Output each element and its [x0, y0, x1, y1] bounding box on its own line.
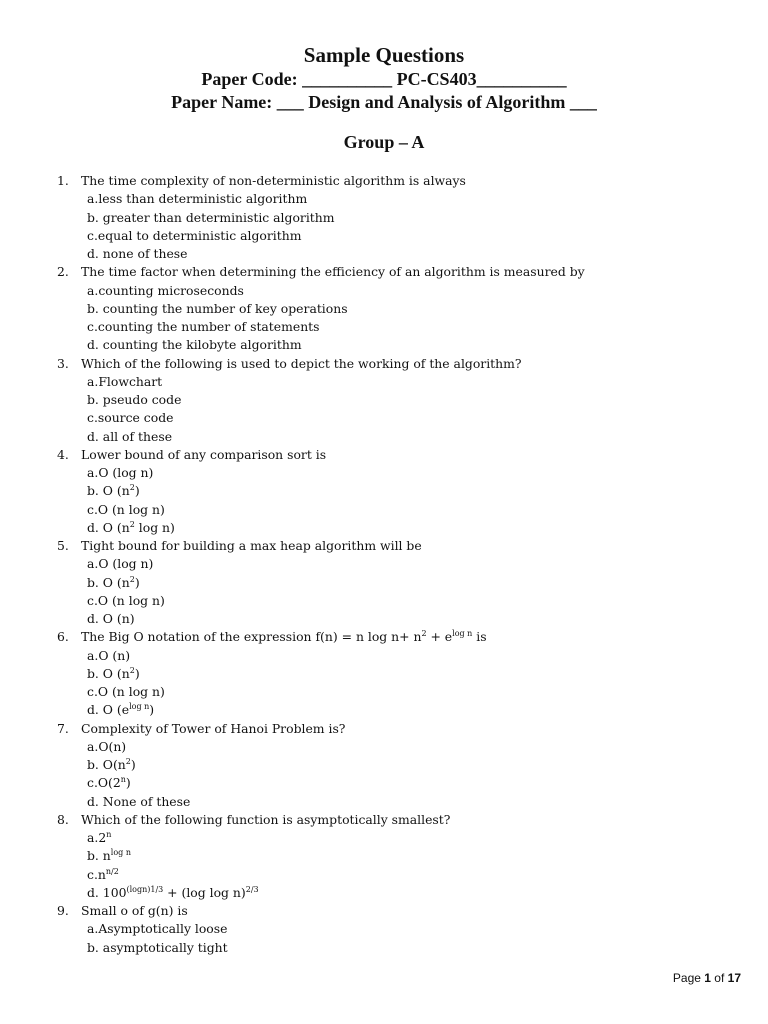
option-c: c.source code [87, 410, 174, 426]
question-5 [0, 537, 768, 555]
question-text: Which of the following is used to depict the working of the algorithm? [81, 355, 522, 371]
option-d: d. all of these [87, 428, 173, 444]
question-text: The time factor when determining the efficiency of an algorithm is measured by [81, 264, 585, 280]
question-number: 1. [57, 173, 69, 188]
option-d: d. O (n) [87, 611, 135, 626]
question-number: 4. [57, 446, 69, 462]
document-header [0, 42, 768, 114]
question-number: 6. [57, 629, 69, 645]
question-text: Which of the following function is asymptotically smallest? [81, 811, 451, 827]
question-list [0, 172, 768, 957]
option-d: d. O ($n^2$ log n) [87, 519, 175, 535]
option-b: b. greater than deterministic algorithm [87, 209, 335, 225]
option-b: b. $O(n^2)$ [87, 756, 136, 772]
option-c: c.O (n log n) [87, 684, 165, 699]
option-b: b. asymptotically tight [87, 939, 228, 955]
option-c: c.O (n log n) [87, 501, 165, 517]
question-text: Small o of g(n) is [81, 903, 188, 918]
option-b: b. O $(n^2)$ [87, 665, 140, 681]
question-text: Tight bound for building a max heap algorithm will be [81, 538, 422, 553]
of-label: of [710, 971, 728, 985]
question-text: The time complexity of non-deterministic algorithm is always [81, 173, 466, 188]
page-number: 1 [704, 971, 711, 985]
option-c: c.O(2$^n$) [87, 775, 131, 791]
question-text: Lower bound of any comparison sort is [81, 446, 327, 462]
paper-name: Paper Name: ___ Design and Analysis of Algorithm ___ [171, 92, 597, 112]
option-a: a.2$^n$ [87, 829, 112, 845]
question-number: 9. [57, 903, 69, 918]
question-text: Complexity of Tower of Hanoi Problem is? [81, 720, 346, 736]
question-number: 2. [57, 264, 69, 280]
group-heading: Group – A [343, 132, 425, 152]
page-label: Page [672, 971, 705, 985]
question-2 [0, 263, 768, 281]
paper-code: Paper Code: __________ PC-CS403__________ [201, 69, 567, 89]
page-footer [673, 971, 741, 985]
option-d: d. none of these [87, 246, 188, 261]
option-d: d. O $(e^{log n})$ [87, 702, 155, 718]
question-8 [0, 811, 768, 829]
question-number: 7. [57, 720, 69, 736]
option-a: a.Asymptotically loose [87, 921, 228, 937]
document-title: Sample Questions [303, 43, 465, 67]
option-b: b. counting the number of key operations [87, 300, 348, 316]
question-number: 8. [57, 811, 69, 827]
question-number: 3. [57, 355, 69, 371]
option-c: c.O (n log n) [87, 592, 165, 608]
option-a: a.O (log n) [87, 465, 154, 480]
question-1 [0, 172, 768, 190]
option-a: a.O(n) [87, 738, 127, 754]
question-7 [0, 720, 768, 738]
question-9 [0, 902, 768, 920]
option-b: b. O $(n^2)$ [87, 483, 140, 499]
question-3 [0, 355, 768, 373]
option-b: b. O $(n^2)$ [87, 574, 140, 590]
option-a: a.O (log n) [87, 556, 154, 572]
option-a: a.O (n) [87, 647, 131, 663]
option-a: a.counting microseconds [87, 282, 244, 298]
question-4 [0, 446, 768, 464]
question-6 [0, 628, 768, 646]
option-a: a.Flowchart [87, 373, 163, 389]
question-text: The Big O notation of the expression f(n) = n $\log n+ n^2 + e^{log n}$ is [81, 629, 487, 645]
option-b: b. $n^{log n}$ [87, 848, 131, 864]
option-c: $c.n^{n/2}$ [87, 866, 119, 882]
question-number: 5. [57, 538, 69, 553]
option-a: a.less than deterministic algorithm [87, 191, 308, 207]
option-d: d. counting the kilobyte algorithm [87, 337, 302, 353]
option-b: b. pseudo code [87, 392, 182, 407]
option-c: c.equal to deterministic algorithm [87, 227, 302, 243]
option-d: d. $100^{(logn)1/3} + (\log$ log n)$^{2/3}$ [87, 884, 259, 900]
option-d: d. None of these [87, 793, 191, 809]
option-c: c.counting the number of statements [87, 319, 320, 334]
page-total: 17 [727, 971, 741, 985]
